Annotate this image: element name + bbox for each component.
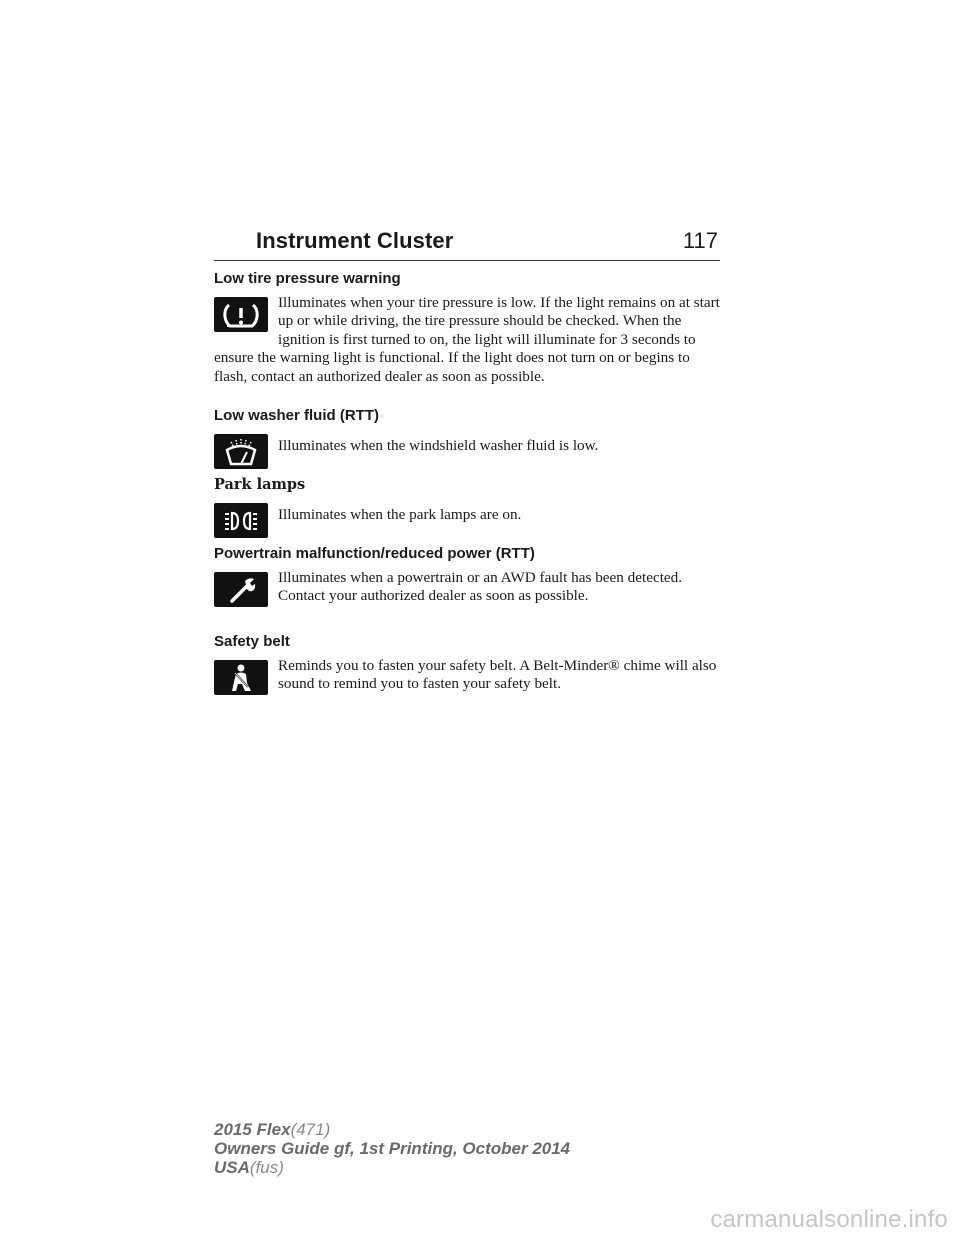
section-body: Reminds you to fasten your safety belt. A Belt-Minder® chime will also sound to remind you to fasten your safety belt. [278, 657, 717, 693]
footer-line-model [214, 1120, 570, 1139]
washer-fluid-icon [214, 434, 268, 469]
section-heading: Safety belt [214, 633, 290, 650]
section-low-washer-fluid [214, 407, 720, 469]
footer-line-market [214, 1158, 570, 1177]
footer-market-code: (fus) [249, 1158, 284, 1177]
section-heading: Low tire pressure warning [214, 270, 401, 287]
section-safety-belt [214, 633, 720, 695]
page-header [214, 228, 720, 261]
page-number: 117 [682, 228, 718, 253]
section-heading: Park lamps [214, 476, 306, 493]
section-heading: Powertrain malfunction/reduced power (RTT) [214, 545, 535, 562]
park-lamps-icon [214, 503, 268, 538]
footer-market: USA [214, 1158, 250, 1177]
tire-pressure-warning-icon [214, 297, 268, 332]
section-park-lamps [214, 476, 720, 538]
section-body: Illuminates when your tire pressure is low. If the light remains on at start up or while driving, the tire pressure should be checked. When the ignition is first turned to on, the light will illuminate for 3 seconds to ensure the warning light is functional. If the light does not turn on or begins to flash, contact an authorized dealer as soon as possible. [214, 294, 720, 385]
section-body: Illuminates when the park lamps are on. [278, 506, 522, 523]
page-title: Instrument Cluster [256, 228, 454, 253]
wrench-icon [214, 572, 268, 607]
section-powertrain-malfunction [214, 545, 720, 607]
footer-model-code: (471) [290, 1120, 331, 1139]
footer-model: 2015 Flex [214, 1120, 291, 1139]
watermark: carmanualsonline.info [710, 1206, 948, 1233]
footer-guide: Owners Guide gf, 1st Printing, October 2014 [214, 1139, 571, 1158]
section-heading: Low washer fluid (RTT) [214, 407, 379, 424]
section-body: Illuminates when a powertrain or an AWD fault has been detected. Contact your authorized dealer as soon as possible. [278, 569, 683, 605]
safety-belt-icon [214, 660, 268, 695]
section-body: Illuminates when the windshield washer fluid is low. [278, 437, 599, 454]
document-footer [214, 1120, 570, 1177]
footer-line-guide [214, 1139, 570, 1158]
section-low-tire-pressure [214, 270, 720, 386]
